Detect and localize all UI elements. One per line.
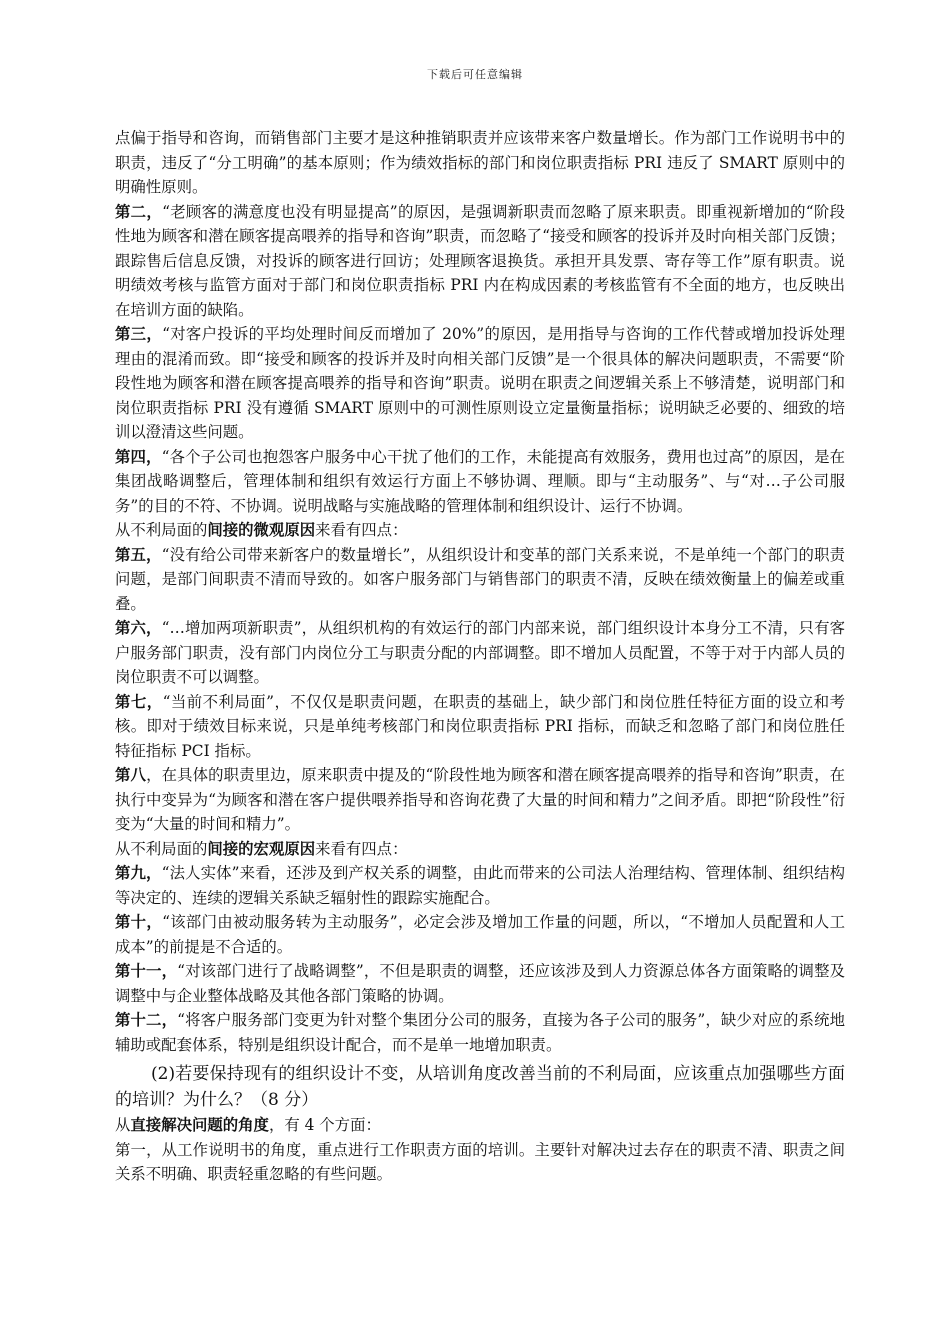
micro-causes-intro: 从不利局面的间接的微观原因来看有四点：: [115, 521, 408, 539]
page-header: 下载后可任意编辑: [427, 68, 523, 81]
paragraph-eleventh: 第十一，“对该部门进行了战略调整”，不但是职责的调整，还应该涉及到人力资源总体各方面策略的调整及调整中与企业整体战略及其他各部门策略的协调。: [115, 962, 845, 1005]
paragraph-third: 第三，“对客户投诉的平均处理时间反而增加了 20%”的原因，是用指导与咨询的工作代替或增加投诉处理理由的混淆而致。即“接受和顾客的投诉并及时向相关部门反馈”是一个很具体的解决问题职责，不需要“阶段性地为顾客和潜在顾客提高喂养的指导和咨询”职责。说明在职责之间逻辑关系上不够清楚，说明部门和岗位职责指标 PRI 没有遵循 SMART 原则中的可测性原则设立定量衡量指标；说明缺乏必要的、细致的培训以澄清这些问题。: [115, 325, 845, 441]
paragraph-tenth: 第十，“该部门由被动服务转为主动服务”，必定会涉及增加工作量的问题，所以，“不增加人员配置和人工成本”的前提是不合适的。: [115, 913, 845, 956]
paragraph-seventh: 第七，“当前不利局面”，不仅仅是职责问题，在职责的基础上，缺少部门和岗位胜任特征方面的设立和考核。即对于绩效目标来说，只是单纯考核部门和岗位职责指标 PRI 指标，而缺乏和忽略了部门和岗位胜任特征指标 PCI 指标。: [115, 692, 845, 760]
paragraph-continuation: 点偏于指导和咨询，而销售部门主要才是这种推销职责并应该带来客户数量增长。作为部门工作说明书中的职责，违反了“分工明确”的基本原则；作为绩效指标的部门和岗位职责指标 PRI 违反了 SMART 原则中的明确性原则。: [115, 129, 845, 196]
question-two: (2)若要保持现有的组织设计不变，从培训角度改善当前的不利局面，应该重点加强哪些方面的培训？为什么？（8 分）: [115, 1064, 845, 1110]
paragraph-twelfth: 第十二，“将客户服务部门变更为针对整个集团分公司的服务，直接为各子公司的服务”，缺少对应的系统地辅助或配套体系，特别是组织设计配合，而不是单一地增加职责。: [115, 1011, 845, 1054]
paragraph-eighth: 第八，在具体的职责里边，原来职责中提及的“阶段性地为顾客和潜在顾客提高喂养的指导和咨询”职责，在执行中变异为“为顾客和潜在客户提供喂养指导和咨询花费了大量的时间和精力”之间矛盾。即把“阶段性”衍变为“大量的时间和精力”。: [115, 766, 845, 833]
paragraph-sixth: 第六，“…增加两项新职责”，从组织机构的有效运行的部门内部来说，部门组织设计本身分工不清，只有客户服务部门职责，没有部门内岗位分工与职责分配的内部调整。即不增加人员配置，不等于对于内部人员的岗位职责不可以调整。: [115, 619, 845, 686]
paragraph-fifth: 第五，“没有给公司带来新客户的数量增长”，从组织设计和变革的部门关系来说，不是单纯一个部门的职责问题，是部门间职责不清而导致的。如客户服务部门与销售部门的职责不清，反映在绩效衡量上的偏差或重叠。: [115, 545, 845, 613]
paragraph-fourth: 第四，“各个子公司也抱怨客户服务中心干扰了他们的工作，未能提高有效服务，费用也过高”的原因，是在集团战略调整后，管理体制和组织有效运行方面上不够协调、理顺。即与“主动服务”、与“对…子公司服务”的目的不符、不协调。说明战略与实施战略的管理体制和组织设计、运行不协调。: [115, 447, 845, 515]
answer-first-point: 第一，从工作说明书的角度，重点进行工作职责方面的培训。主要针对解决过去存在的职责不清、职责之间关系不明确、职责轻重忽略的有些问题。: [115, 1140, 845, 1183]
paragraph-ninth: 第九，“法人实体”来看，还涉及到产权关系的调整，由此而带来的公司法人治理结构、管理体制、组织结构等决定的、连续的逻辑关系缺乏辐射性的跟踪实施配合。: [115, 864, 845, 907]
document-body: [115, 126, 845, 1187]
paragraph-second: 第二，“老顾客的满意度也没有明显提高”的原因，是强调新职责而忽略了原来职责。即重视新增加的“阶段性地为顾客和潜在顾客提高喂养的指导和咨询”职责，而忽略了“接受和顾客的投诉并及时向相关部门反馈；跟踪售后信息反馈，对投诉的顾客进行回访；处理顾客退换货。承担开具发票、寄存等工作”原有职责。说明绩效考核与监管方面对于部门和岗位职责指标 PRI 内在构成因素的考核监管有不全面的地方，也反映出在培训方面的缺陷。: [115, 202, 845, 319]
answer-intro: 从直接解决问题的角度，有 4 个方面：: [115, 1116, 381, 1134]
macro-causes-intro: 从不利局面的间接的宏观原因来看有四点：: [115, 839, 408, 858]
